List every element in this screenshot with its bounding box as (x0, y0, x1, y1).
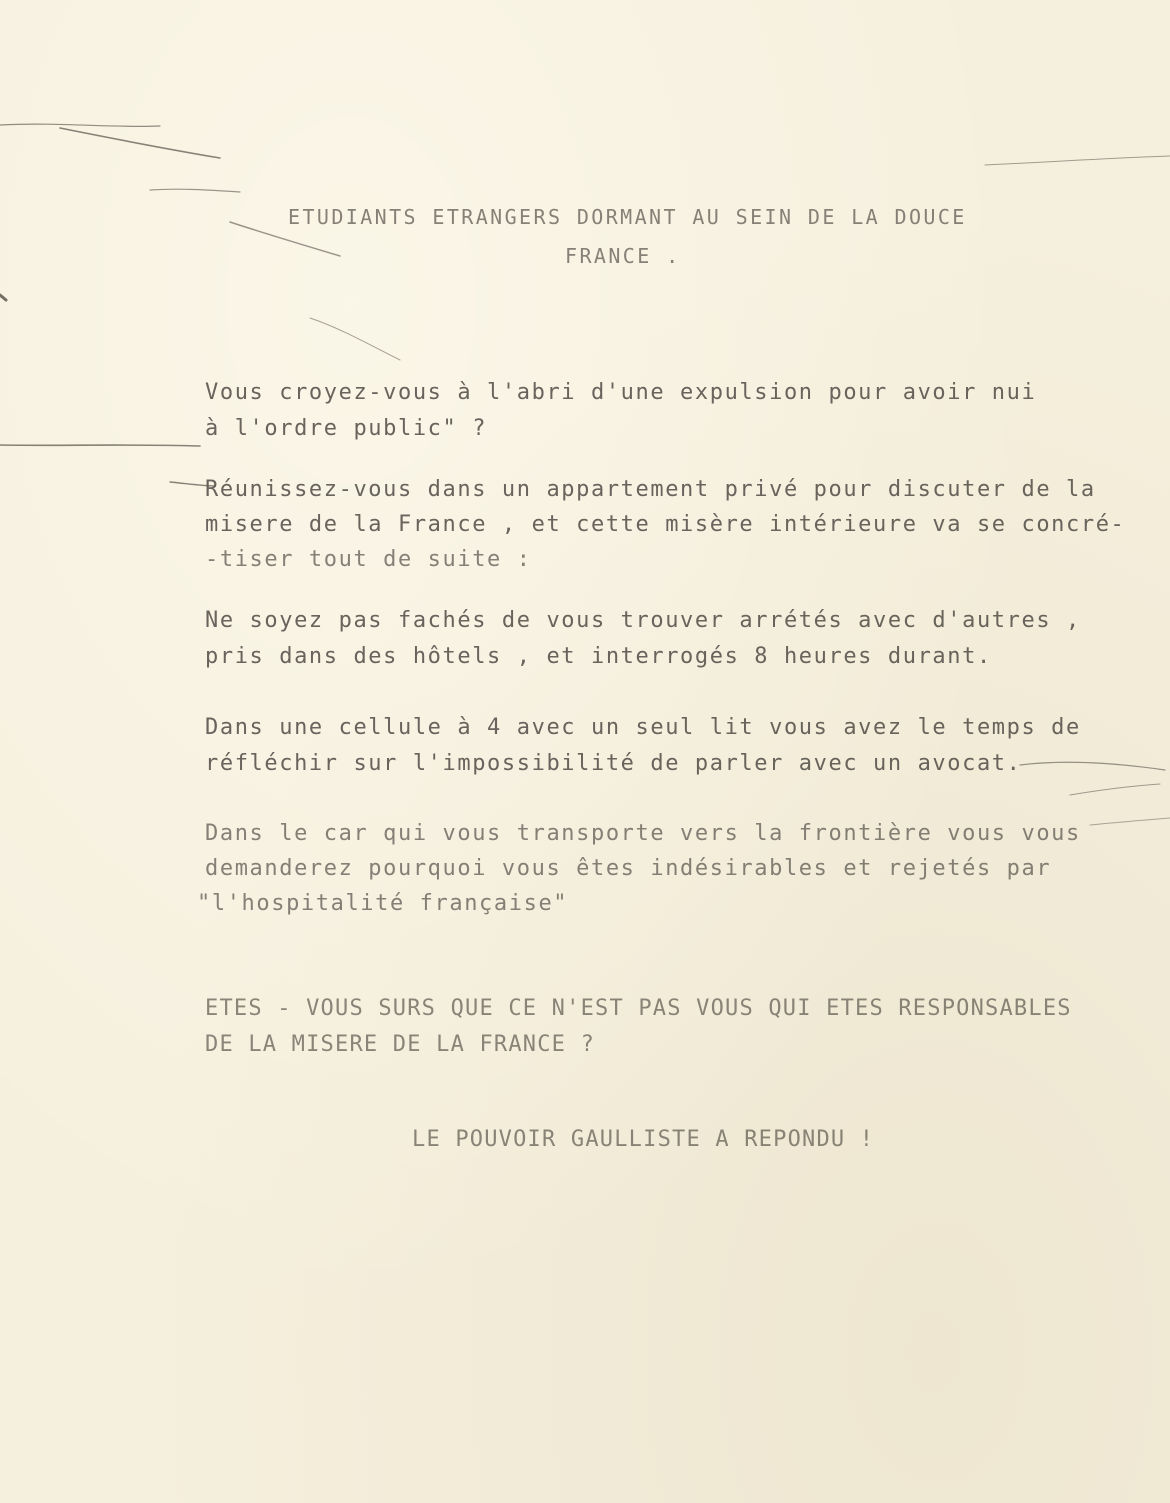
paragraph-2-line-3: -tiser tout de suite : (205, 547, 532, 572)
paragraph-1-line-2: à l'ordre public" ? (205, 416, 488, 441)
paragraph-1-line-1: Vous croyez-vous à l'abri d'une expulsion pour avoir nui (205, 380, 1037, 405)
question-line-1: ETES - VOUS SURS QUE CE N'EST PAS VOUS QUI ETES RESPONSABLES (205, 996, 1072, 1021)
paragraph-3-line-1: Ne soyez pas fachés de vous trouver arrétés avec d'autres , (205, 608, 1081, 633)
closing-line: LE POUVOIR GAULLISTE A REPONDU ! (412, 1127, 875, 1152)
paragraph-5-line-3: "l'hospitalité française" (197, 891, 569, 916)
paragraph-3-line-2: pris dans des hôtels , et interrogés 8 heures durant. (205, 644, 992, 669)
paragraph-5-line-2: demanderez pourquoi vous êtes indésirables et rejetés par (205, 856, 1052, 881)
title-line-2: FRANCE . (565, 244, 681, 268)
paragraph-2-line-2: misere de la France , et cette misère intérieure va se concré- (205, 512, 1126, 537)
title-line-1: ETUDIANTS ETRANGERS DORMANT AU SEIN DE LA DOUCE (288, 205, 967, 229)
question-line-2: DE LA MISERE DE LA FRANCE ? (205, 1032, 596, 1057)
paragraph-2-line-1: Réunissez-vous dans un appartement privé pour discuter de la (205, 477, 1096, 502)
paragraph-5-line-1: Dans le car qui vous transporte vers la frontière vous vous (205, 821, 1081, 846)
paragraph-4-line-1: Dans une cellule à 4 avec un seul lit vous avez le temps de (205, 715, 1081, 740)
paragraph-4-line-2: réfléchir sur l'impossibilité de parler avec un avocat. (205, 751, 1022, 776)
